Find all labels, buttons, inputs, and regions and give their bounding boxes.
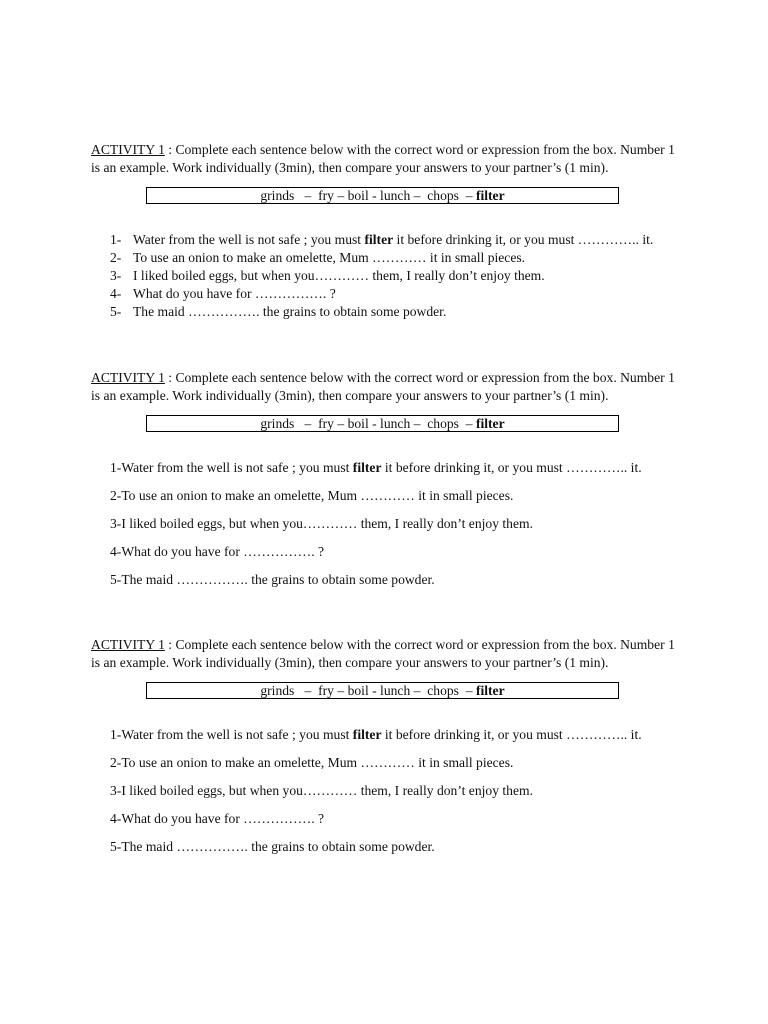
sentence-number: 1- [110, 232, 122, 247]
sentence-paragraph [110, 726, 681, 744]
activity-intro [91, 141, 681, 177]
word-box-words: grinds – fry – boil - lunch – chops – [260, 416, 476, 431]
activity-instructions: : Complete each sentence below with the correct word or expression from the box. Number 1 is an example. Work individually (3min), then compare your answers to your partner’s (1 min). [91, 370, 675, 403]
sentence-paragraph [110, 810, 681, 828]
sentence-paragraph [110, 459, 681, 477]
sentence-text: The maid ……………. the grains to obtain some powder. [121, 839, 435, 854]
sentence-item [91, 267, 681, 285]
sentence-number: 5- [110, 304, 122, 319]
sentence-item [91, 231, 681, 249]
sentence-number: 4- [110, 811, 122, 826]
word-box-bold-word: filter [475, 188, 505, 203]
sentence-text: The maid ……………. the grains to obtain some powder. [133, 304, 447, 319]
sentence-paragraph [110, 782, 681, 800]
sentence-number: 3- [110, 516, 122, 531]
sentence-paragraph [110, 571, 681, 589]
sentence-number: 2- [110, 250, 122, 265]
sentence1-after: it before drinking it, or you must ………….. it. [393, 232, 654, 247]
word-box-bold-word: filter [475, 416, 505, 431]
activity-section-3 [91, 636, 681, 866]
sentence-text: I liked boiled eggs, but when you………… them, I really don’t enjoy them. [133, 268, 545, 283]
word-box-words: grinds – fry – boil - lunch – chops – [260, 188, 476, 203]
sentence-paragraphs [110, 459, 681, 589]
sentence-number: 2- [110, 488, 122, 503]
sentence1-after: it before drinking it, or you must ………….. it. [381, 460, 642, 475]
sentence-item [91, 249, 681, 267]
sentence-text [133, 231, 681, 249]
sentence1-before: Water from the well is not safe ; you must [121, 727, 353, 742]
sentence1-after: it before drinking it, or you must ………….. it. [381, 727, 642, 742]
sentence1-before: Water from the well is not safe ; you must [133, 232, 365, 247]
activity-section-1 [91, 141, 681, 321]
word-box [146, 415, 619, 432]
sentence-paragraph [110, 487, 681, 505]
sentence-number: 4- [110, 286, 122, 301]
sentence-number: 2- [110, 755, 122, 770]
sentence-text: What do you have for ……………. ? [121, 544, 325, 559]
sentence-item [91, 303, 681, 321]
sentence-text: To use an onion to make an omelette, Mum ………… it in small pieces. [121, 488, 514, 503]
activity-instructions: : Complete each sentence below with the correct word or expression from the box. Number 1 is an example. Work individually (3min), then compare your answers to your partner’s (1 min). [91, 637, 675, 670]
sentence1-before: Water from the well is not safe ; you must [121, 460, 353, 475]
sentence-text: The maid ……………. the grains to obtain some powder. [121, 572, 435, 587]
sentence-list [91, 231, 681, 321]
sentence-number: 1- [110, 727, 122, 742]
sentence-number: 5- [110, 839, 122, 854]
activity-title: ACTIVITY 1 [91, 142, 165, 157]
sentence-number: 4- [110, 544, 122, 559]
sentence1-bold: filter [364, 232, 394, 247]
sentence-text: To use an onion to make an omelette, Mum ………… it in small pieces. [121, 755, 514, 770]
sentence-paragraph [110, 543, 681, 561]
activity-section-2 [91, 369, 681, 599]
sentence-number: 1- [110, 460, 122, 475]
activity-instructions: : Complete each sentence below with the correct word or expression from the box. Number 1 is an example. Work individually (3min), then compare your answers to your partner’s (1 min). [91, 142, 675, 175]
sentence-item [91, 285, 681, 303]
sentence1-bold: filter [352, 460, 382, 475]
sentence-number: 3- [110, 268, 122, 283]
activity-intro [91, 369, 681, 405]
sentence-text: What do you have for ……………. ? [121, 811, 325, 826]
sentence-paragraphs [110, 726, 681, 856]
sentence-paragraph [110, 515, 681, 533]
sentence-paragraph [110, 754, 681, 772]
word-box [146, 682, 619, 699]
sentence-paragraph [110, 838, 681, 856]
activity-title: ACTIVITY 1 [91, 370, 165, 385]
word-box-bold-word: filter [475, 683, 505, 698]
sentence-text: To use an onion to make an omelette, Mum ………… it in small pieces. [133, 250, 526, 265]
sentence-text: What do you have for ……………. ? [133, 286, 336, 301]
word-box-words: grinds – fry – boil - lunch – chops – [260, 683, 476, 698]
sentence-number: 3- [110, 783, 122, 798]
sentence1-bold: filter [352, 727, 382, 742]
sentence-text: I liked boiled eggs, but when you………… them, I really don’t enjoy them. [121, 783, 533, 798]
sentence-text: I liked boiled eggs, but when you………… them, I really don’t enjoy them. [121, 516, 533, 531]
word-box [146, 187, 619, 204]
activity-title: ACTIVITY 1 [91, 637, 165, 652]
activity-intro [91, 636, 681, 672]
sentence-number: 5- [110, 572, 122, 587]
